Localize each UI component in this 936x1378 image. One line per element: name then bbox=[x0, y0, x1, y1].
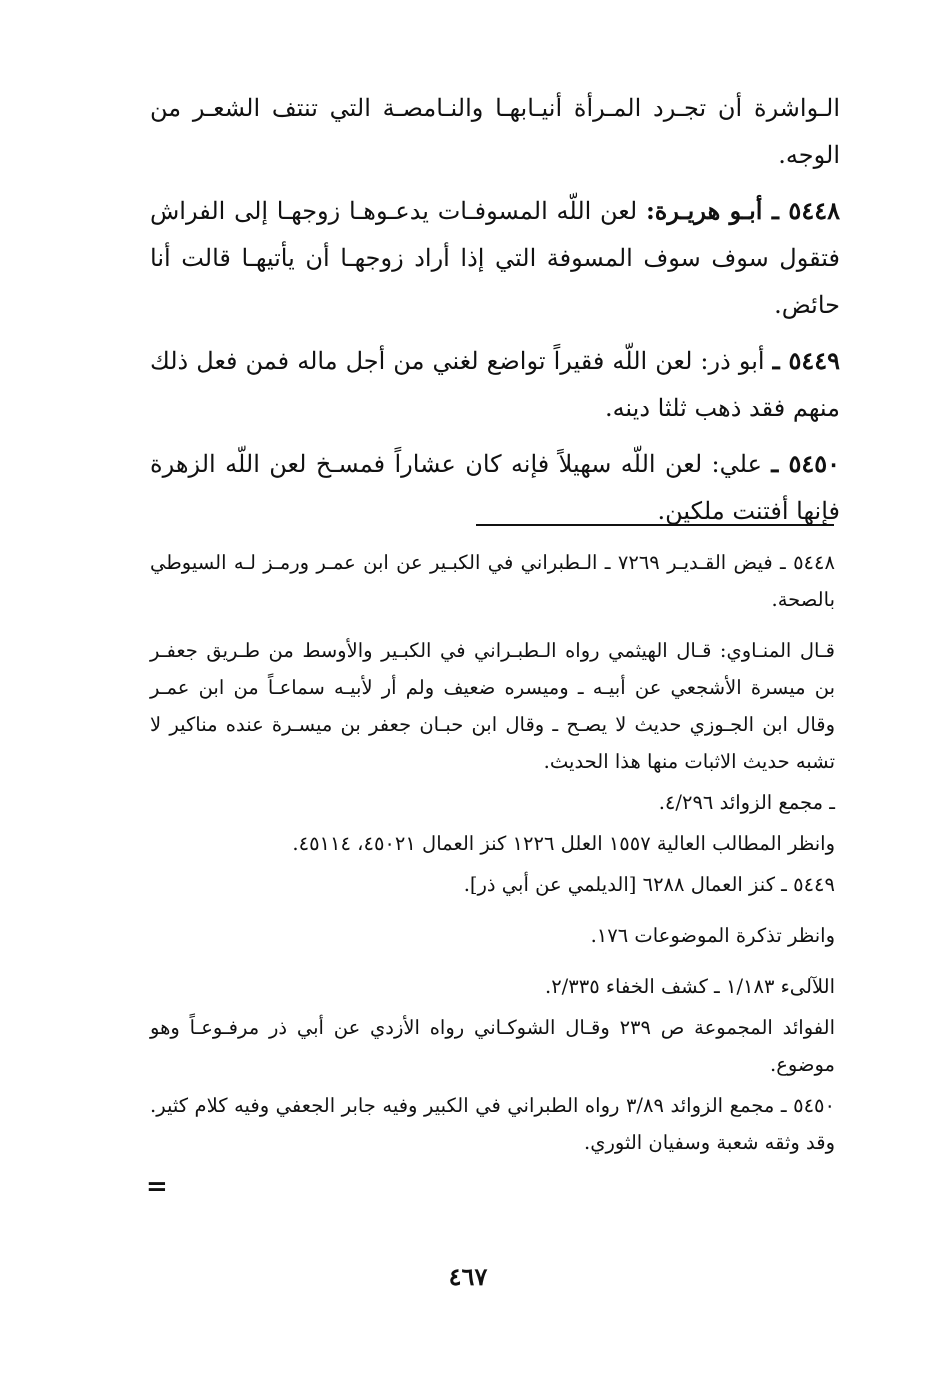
hadith-paragraph bbox=[150, 84, 840, 179]
page-number: ٤٦٧ bbox=[448, 1262, 488, 1291]
continuation-mark: = bbox=[146, 1172, 168, 1202]
footnote: الفوائد المجموعة ص ٢٣٩ وقـال الشوكـاني رواه الأزدي عن أبي ذر مرفـوعـاً وهو موضوع. bbox=[150, 1016, 835, 1076]
hadith-text: الـواشرة أن تجـرد المـرأة أنيـابهـا والنـامصـة التي تنتف الشعـر من الوجه. bbox=[150, 94, 840, 169]
hadith-text: أبو ذر: لعن اللّه فقيراً تواضع لغني من أجل ماله فمن فعل ذلك منهم فقد ذهب ثلثا دينه. bbox=[150, 347, 840, 422]
footnote: ـ مجمع الزوائد ٤/٢٩٦. bbox=[658, 791, 835, 814]
main-text bbox=[150, 84, 840, 543]
footnotes bbox=[150, 544, 835, 1175]
hadith-paragraph bbox=[150, 337, 840, 432]
footnote: وانظر المطالب العالية ١٥٥٧ العلل ١٢٢٦ كنز العمال ٤٥٠٢١، ٤٥١١٤. bbox=[292, 832, 835, 855]
footnote: قـال المنـاوي: قـال الهيثمي رواه الـطبـراني في الكبـير والأوسط من طـريق جعفـر بن ميسرة الأشجعي عن أبيـه ـ وميسره ضعيف ولم أر لأبيـه سماعـاً من ابن عمـر وقال ابن الجـوزي حديث لا يصـح ـ وقال ابن حبـان جعفر بن ميسـرة عنده مناكير لا تشبه حديث الاثبات منها هذا الحديث. bbox=[150, 639, 835, 773]
hadith-number: ٥٤٥٠ ـ bbox=[771, 449, 840, 478]
hadith-number: ٥٤٤٩ ـ bbox=[772, 346, 841, 375]
footnote: ٥٤٤٨ ـ فيض القـديـر ٧٢٦٩ ـ الـطبراني في الكبـير عن ابن عمـر ورمـز لـه السيوطي بالصحة. bbox=[150, 551, 835, 611]
hadith-number: ٥٤٤٨ ـ أبـو هريـرة: bbox=[645, 196, 840, 225]
hadith-text: علي: لعن اللّه سهيلاً فإنه كان عشاراً فمسـخ لعن اللّه الزهرة فإنها أفتنت ملكين. bbox=[150, 450, 840, 525]
hadith-paragraph bbox=[150, 187, 840, 329]
footnote-separator bbox=[476, 524, 834, 526]
footnote: اللآلىء ١/١٨٣ ـ كشف الخفاء ٢/٣٣٥. bbox=[545, 975, 835, 998]
footnote: وانظر تذكرة الموضوعات ١٧٦. bbox=[590, 924, 835, 947]
hadith-text: لعن اللّه المسوفـات يدعـوهـا زوجهـا إلى الفراش فتقول سوف سوف المسوفة التي إذا أراد زوجهـا أن يأتيهـا قالت أنا حائض. bbox=[150, 197, 840, 319]
hadith-paragraph bbox=[150, 440, 840, 535]
footnote: ٥٤٤٩ ـ كنز العمال ٦٢٨٨ [الديلمي عن أبي ذر]. bbox=[463, 873, 835, 896]
footnote: ٥٤٥٠ ـ مجمع الزوائد ٣/٨٩ رواه الطبراني في الكبير وفيه جابر الجعفي وفيه كلام كثير. وقد وثقه شعبة وسفيان الثوري. bbox=[150, 1094, 836, 1154]
